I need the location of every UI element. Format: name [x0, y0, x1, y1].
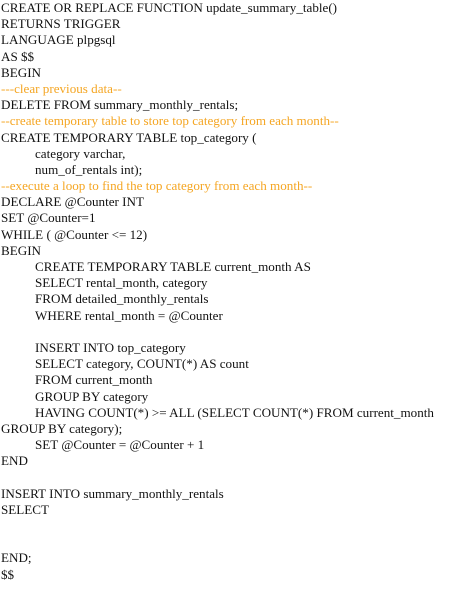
code-line: SELECT category, COUNT(*) AS count — [35, 356, 249, 372]
code-line: DECLARE @Counter INT — [1, 194, 144, 210]
sql-code-document — [1, 0, 468, 583]
code-line: BEGIN — [1, 64, 42, 80]
code-line: LANGUAGE plpgsql — [1, 32, 116, 48]
code-line: WHILE ( @Counter <= 12) — [1, 226, 148, 242]
code-line: FROM current_month — [35, 372, 153, 388]
comment-line: --execute a loop to find the top category from each month-- — [1, 178, 313, 194]
code-line: SELECT rental_month, category — [35, 275, 208, 291]
code-line: category varchar, — [35, 145, 126, 161]
code-line: CREATE OR REPLACE FUNCTION update_summary_table() — [1, 0, 338, 15]
code-line: WHERE rental_month = @Counter — [35, 307, 223, 323]
code-line: SET @Counter = @Counter + 1 — [35, 437, 205, 453]
code-line: SET @Counter=1 — [1, 210, 96, 226]
code-line: num_of_rentals int); — [35, 161, 143, 177]
code-line: HAVING COUNT(*) >= ALL (SELECT COUNT(*) FROM current_month — [35, 404, 434, 420]
code-line: CREATE TEMPORARY TABLE top_category ( — [1, 129, 257, 145]
blank-line — [1, 469, 468, 485]
comment-line: --create temporary table to store top category from each month-- — [1, 113, 339, 129]
code-line: DELETE FROM summary_monthly_rentals; — [1, 97, 239, 113]
code-line: RETURNS TRIGGER — [1, 16, 121, 32]
code-line: $$ — [1, 566, 15, 582]
code-line: INSERT INTO top_category — [35, 339, 186, 355]
code-line: GROUP BY category); — [1, 420, 123, 436]
code-line: CREATE TEMPORARY TABLE current_month AS — [35, 259, 311, 274]
code-line: END; — [1, 550, 32, 566]
code-line: SELECT — [1, 501, 50, 517]
code-line: INSERT INTO summary_monthly_rentals — [1, 485, 224, 501]
comment-line: ---clear previous data-- — [1, 80, 122, 96]
blank-line — [1, 518, 468, 534]
code-line: END — [1, 453, 28, 469]
code-line: AS $$ — [1, 48, 35, 64]
blank-line — [1, 534, 468, 550]
code-line: GROUP BY category — [35, 388, 149, 404]
code-line: BEGIN — [1, 242, 42, 258]
blank-line — [1, 324, 468, 340]
code-line: FROM detailed_monthly_rentals — [35, 291, 209, 307]
